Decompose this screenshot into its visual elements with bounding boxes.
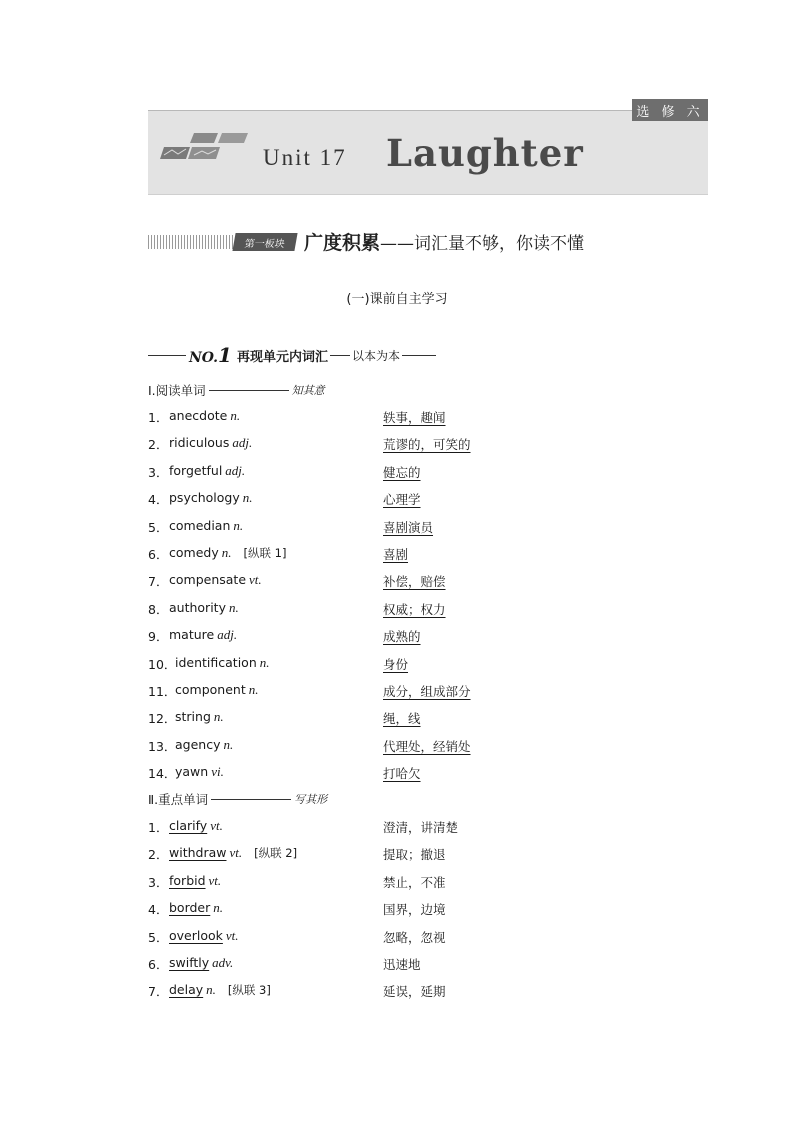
item-meaning: 代理处，经销处 [383, 738, 471, 754]
no1-label [189, 343, 232, 367]
item-number: 4． [148, 492, 169, 508]
item-number: 1． [148, 410, 169, 425]
item-pos: n. [213, 900, 224, 916]
item-number: 6． [148, 957, 169, 972]
item-word-group [169, 435, 252, 451]
item-word: comedian [169, 517, 231, 533]
item-pos: n. [228, 599, 239, 615]
list-item [148, 900, 708, 920]
item-word: ridiculous [169, 435, 230, 451]
item-word: delay [169, 982, 204, 998]
item-number: 7． [148, 574, 169, 590]
item-pos: vt. [210, 818, 223, 833]
item-word: identification [175, 654, 257, 670]
part1-heading-text: Ⅰ.阅读单词 [148, 383, 206, 398]
item-number: 14． [148, 766, 177, 782]
item-meaning: 健忘的 [383, 464, 421, 480]
item-word-group [169, 463, 245, 479]
landscape-photo-strip-icon [156, 121, 256, 171]
item-word-group [169, 900, 223, 916]
item-number: 5． [148, 519, 169, 535]
list-item [148, 955, 708, 975]
item-word-group [169, 982, 271, 998]
item-word: border [169, 900, 211, 916]
item-word-group [169, 545, 286, 561]
item-ref: [纵联 3] [227, 983, 271, 998]
list-item [148, 982, 708, 1002]
item-meaning: 迅速地 [383, 957, 421, 972]
part2-heading-text: Ⅱ.重点单词 [148, 792, 209, 807]
section-subtitle: ——词汇量不够，你读不懂 [380, 234, 585, 254]
item-word-group [175, 682, 258, 698]
item-pos: n. [242, 490, 253, 506]
item-word-group [169, 518, 243, 534]
list-item [148, 572, 708, 592]
item-meaning: 轶事，趣闻 [383, 410, 446, 425]
item-word: forgetful [169, 462, 223, 478]
item-pos: vt. [225, 927, 239, 943]
item-meaning: 忽略，忽视 [383, 929, 446, 945]
item-meaning: 成分，组成部分 [383, 684, 471, 699]
item-word-group [169, 490, 253, 506]
list-item [148, 873, 708, 893]
item-word-group [175, 764, 224, 780]
item-word-group [169, 572, 262, 588]
item-word: string [175, 709, 211, 725]
item-word: anecdote [169, 408, 228, 423]
item-word: clarify [169, 818, 208, 833]
item-word: agency [175, 736, 221, 752]
item-word: yawn [175, 764, 209, 780]
item-number: 11． [148, 684, 177, 699]
item-word-group [175, 737, 233, 753]
list-item [148, 490, 708, 510]
item-pos: adj. [217, 627, 238, 643]
item-word-group [169, 818, 223, 834]
item-word-group [169, 928, 239, 944]
list-item [148, 737, 708, 757]
item-number: 8． [148, 601, 169, 617]
item-pos: vt. [229, 845, 243, 861]
list-item [148, 928, 708, 948]
item-word: forbid [169, 872, 206, 888]
item-pos: n. [223, 736, 234, 752]
item-word: swiftly [169, 955, 210, 970]
item-meaning: 权威；权力 [383, 601, 446, 617]
item-pos: adj. [232, 435, 253, 451]
list-item [148, 463, 708, 483]
item-pos: n. [259, 654, 270, 670]
unit-title: Laughter [386, 131, 584, 175]
item-pos: adj. [225, 462, 246, 478]
list-item [148, 518, 708, 538]
dash-left [148, 355, 186, 356]
list-item [148, 408, 708, 428]
item-word: authority [169, 599, 226, 615]
item-meaning: 延误，延期 [383, 984, 446, 1000]
item-pos: adv. [212, 955, 234, 970]
section-header [148, 228, 708, 258]
item-meaning: 打哈欠 [383, 766, 421, 782]
item-number: 9． [148, 629, 169, 645]
unit-banner [148, 104, 708, 195]
list-item [148, 682, 708, 702]
section-title-main: 广度积累 [304, 232, 381, 254]
item-number: 3． [148, 874, 169, 890]
list-item [148, 655, 708, 675]
item-number: 12． [148, 711, 177, 727]
item-word: overlook [169, 927, 223, 943]
list-item [148, 600, 708, 620]
item-word-group [169, 600, 239, 616]
item-meaning: 成熟的 [383, 629, 421, 645]
no1-heading [148, 344, 436, 366]
item-word-group [175, 655, 270, 671]
item-word-group [169, 845, 297, 861]
item-pos: n. [230, 408, 241, 423]
item-number: 6． [148, 547, 169, 562]
item-word: psychology [169, 490, 240, 506]
item-number: 13． [148, 738, 177, 754]
item-meaning: 荒谬的，可笑的 [383, 437, 471, 453]
no1-text: 再现单元内词汇 [236, 349, 328, 365]
item-pos: n. [213, 709, 224, 725]
item-number: 7． [148, 984, 169, 1000]
item-number: 3． [148, 464, 169, 480]
item-ref: [纵联 2] [254, 846, 298, 861]
hatch-decoration [148, 235, 233, 249]
dash-mid [330, 355, 350, 356]
list-item [148, 627, 708, 647]
item-pos: vi. [211, 764, 224, 780]
part2-heading-line [211, 799, 291, 800]
subheading: (一)课前自主学习 [346, 292, 448, 307]
item-word: mature [169, 627, 215, 643]
list-item [148, 709, 708, 729]
item-word-group [169, 955, 233, 971]
part2-heading [148, 790, 327, 808]
list-item [148, 818, 708, 838]
item-pos: vt. [208, 872, 222, 888]
item-number: 2． [148, 437, 169, 453]
part1-heading-line [209, 390, 289, 391]
block-label: 第一板块 [232, 233, 297, 251]
volume-tag: 选 修 六 [632, 99, 708, 121]
item-meaning: 心理学 [383, 492, 421, 508]
item-pos: n. [233, 517, 244, 533]
unit-number: Unit 17 [263, 145, 347, 170]
part1-note: 知其意 [291, 384, 325, 397]
dash-right [402, 355, 436, 356]
item-ref: [纵联 1] [243, 546, 287, 560]
item-word: withdraw [169, 845, 227, 861]
item-word-group [169, 408, 240, 424]
item-number: 2． [148, 847, 169, 863]
no1-label-text: NO. [189, 350, 219, 366]
item-word-group [169, 627, 237, 643]
section-title [304, 228, 584, 255]
item-number: 1． [148, 820, 169, 835]
item-meaning: 身份 [383, 656, 409, 672]
item-meaning: 国界，边境 [383, 902, 446, 918]
item-meaning: 喜剧演员 [383, 519, 434, 535]
item-meaning: 禁止，不准 [383, 874, 446, 890]
item-word: comedy [169, 545, 219, 560]
list-item [148, 764, 708, 784]
item-meaning: 澄清，讲清楚 [383, 820, 459, 835]
item-number: 10． [148, 656, 177, 672]
item-word-group [169, 873, 221, 889]
no1-number: 1 [218, 343, 232, 367]
list-item [148, 845, 708, 865]
list-item [148, 545, 708, 565]
part2-note: 写其形 [294, 793, 328, 806]
item-meaning: 喜剧 [383, 547, 409, 562]
item-word: component [175, 682, 246, 697]
no1-aux: 以本为本 [351, 348, 400, 363]
part1-heading [148, 381, 325, 399]
item-word: compensate [169, 572, 247, 588]
item-pos: vt. [249, 572, 262, 588]
item-meaning: 提取；撤退 [383, 847, 446, 863]
item-number: 5． [148, 929, 169, 945]
item-pos: n. [206, 982, 216, 998]
item-meaning: 绳，线 [383, 711, 421, 727]
list-item [148, 435, 708, 455]
item-pos: n. [248, 682, 259, 697]
item-word-group [175, 709, 224, 725]
item-pos: n. [221, 545, 232, 560]
item-number: 4． [148, 902, 169, 918]
item-meaning: 补偿，赔偿 [383, 574, 446, 590]
